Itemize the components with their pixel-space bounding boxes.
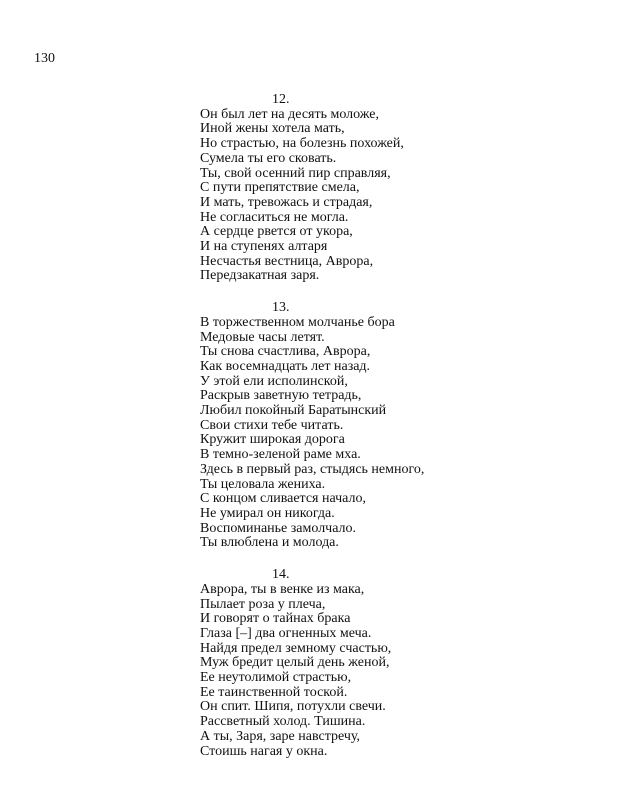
poem-line: Рассветный холод. Тишина. bbox=[200, 714, 366, 730]
poem-line: А ты, Заря, заре навстречу, bbox=[200, 728, 361, 744]
poem-line: Пылает роза у плеча, bbox=[200, 596, 326, 612]
poem-line: Стоишь нагая у окна. bbox=[200, 743, 328, 759]
page-number: 130 bbox=[34, 51, 55, 66]
poem-line: С пути препятствие смела, bbox=[200, 180, 360, 196]
poem-line: Он был лет на десять моложе, bbox=[200, 106, 379, 122]
poem-line: Ты влюблена и молода. bbox=[200, 535, 339, 551]
poem-line: Как восемнадцать лет назад. bbox=[200, 358, 371, 374]
poem-line: Ты, свой осенний пир справляя, bbox=[200, 165, 391, 181]
poem-line: Передзакатная заря. bbox=[200, 268, 320, 284]
poem-line: И на ступенях алтаря bbox=[200, 239, 328, 255]
poem-line: Кружит широкая дорога bbox=[200, 432, 345, 448]
stanza-13 bbox=[200, 301, 610, 551]
stanza-12 bbox=[200, 93, 610, 284]
poem-line: Не умирал он никогда. bbox=[200, 505, 335, 521]
poem-line: Несчастья вестница, Аврора, bbox=[200, 253, 374, 269]
poem-line: А сердце рвется от укора, bbox=[200, 224, 353, 240]
poem-line: В торжественном молчанье бора bbox=[200, 314, 395, 330]
poem-line: Медовые часы летят. bbox=[200, 329, 325, 345]
poem-line: Не согласиться не могла. bbox=[200, 209, 349, 225]
poem-line: Ее неутолимой страстью, bbox=[200, 670, 352, 686]
poem-line: У этой ели исполинской, bbox=[200, 373, 348, 389]
poem-line: Аврора, ты в венке из мака, bbox=[200, 581, 365, 597]
poem-line: Свои стихи тебе читать. bbox=[200, 417, 344, 433]
poem-line: Сумела ты его сковать. bbox=[200, 150, 337, 166]
poem-line: Он спит. Шипя, потухли свечи. bbox=[200, 699, 386, 715]
poem-line: Раскрыв заветную тетрадь, bbox=[200, 388, 362, 404]
poem-line: И мать, тревожась и страдая, bbox=[200, 194, 373, 210]
stanza-number: 13. bbox=[272, 300, 290, 316]
poem-line: Любил покойный Баратынский bbox=[200, 403, 387, 419]
poem-line: Но страстью, на болезнь похожей, bbox=[200, 136, 404, 152]
stanza-14 bbox=[200, 568, 610, 759]
poem-line: Ее таинственной тоской. bbox=[200, 684, 348, 700]
poem-line: В темно-зеленой раме мха. bbox=[200, 447, 361, 463]
poem-line: Муж бредит целый день женой, bbox=[200, 655, 390, 671]
poem-line: Найдя предел земному счастью, bbox=[200, 640, 392, 656]
poem-line: Ты снова счастлива, Аврора, bbox=[200, 344, 371, 360]
stanza-number: 14. bbox=[272, 567, 290, 583]
poem-line: С концом сливается начало, bbox=[200, 491, 367, 507]
poem-body bbox=[200, 93, 610, 776]
poem-line: Ты целовала жениха. bbox=[200, 476, 326, 492]
poem-line: И говорят о тайнах брака bbox=[200, 611, 351, 627]
stanza-number: 12. bbox=[272, 92, 290, 107]
poem-line: Здесь в первый раз, стыдясь немного, bbox=[200, 461, 425, 477]
poem-line: Иной жены хотела мать, bbox=[200, 121, 345, 137]
poem-line: Воспоминанье замолчало. bbox=[200, 520, 357, 536]
poem-line: Глаза [–] два огненных меча. bbox=[200, 625, 372, 641]
